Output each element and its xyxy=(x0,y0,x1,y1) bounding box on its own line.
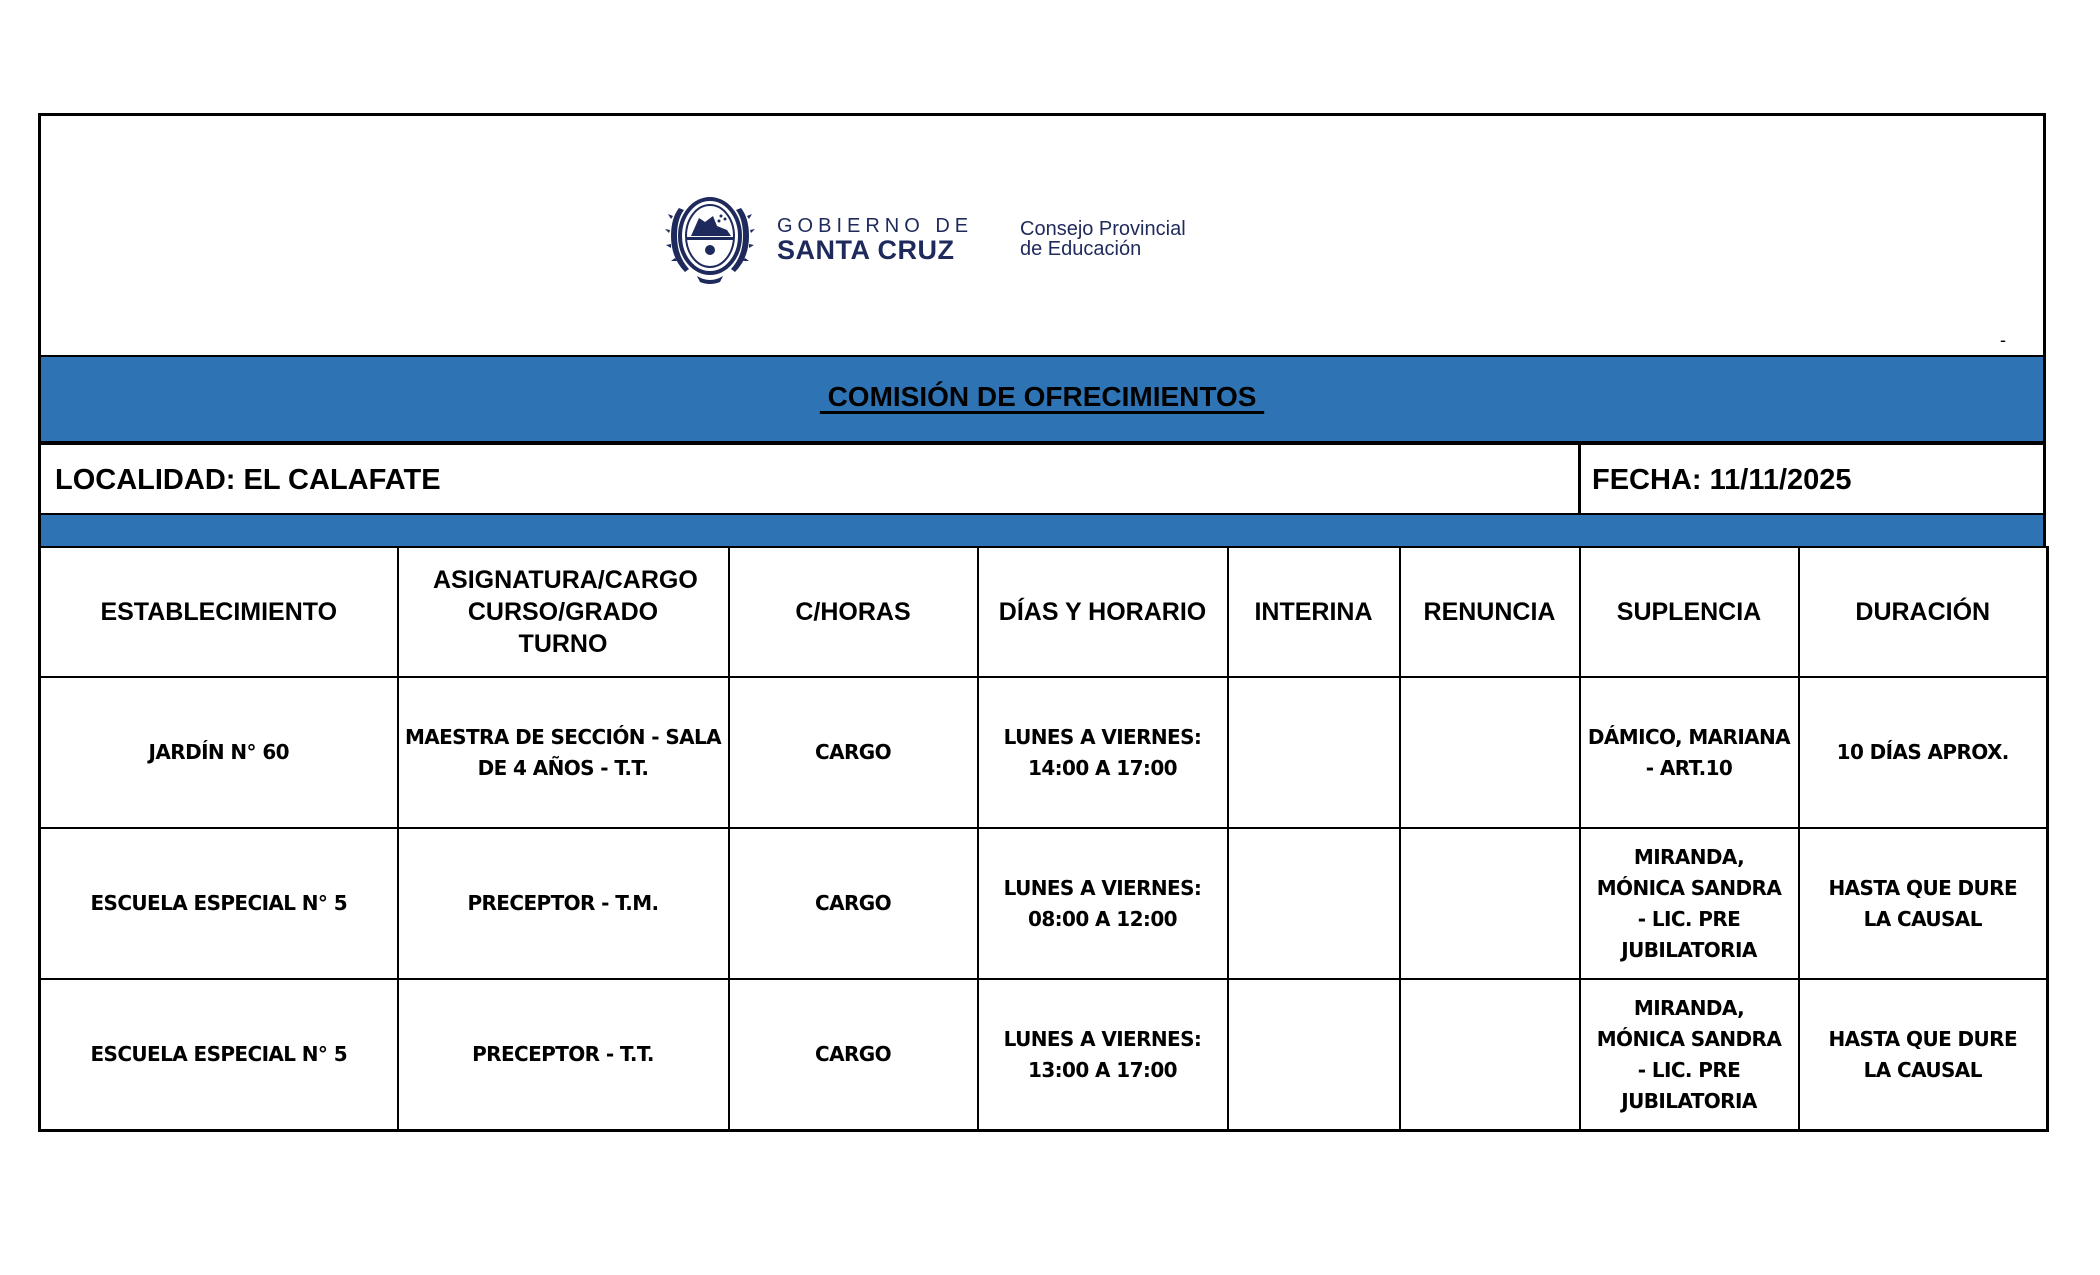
cell-duracion-text: HASTA QUE DURE LA CAUSAL xyxy=(1828,875,2018,931)
column-header-renuncia: RENUNCIA xyxy=(1400,547,1580,677)
page-title-text: COMISIÓN DE OFRECIMIENTOS xyxy=(819,381,1265,412)
cell-duracion xyxy=(1799,979,2048,1131)
government-logo xyxy=(665,188,1225,288)
cell-interina xyxy=(1228,828,1400,979)
cell-horario-text: LUNES A VIERNES: 13:00 A 17:00 xyxy=(1003,1026,1202,1082)
cell-interina xyxy=(1228,979,1400,1131)
government-name-line2: SANTA CRUZ xyxy=(777,235,955,265)
corner-mark: - xyxy=(2000,330,2006,350)
cell-horario-text: LUNES A VIERNES: 08:00 A 12:00 xyxy=(1003,875,1202,931)
table-row xyxy=(40,979,2048,1131)
cell-renuncia xyxy=(1400,979,1580,1131)
cell-horario xyxy=(978,979,1228,1131)
cell-duracion xyxy=(1799,828,2048,979)
column-header-establecimiento: ESTABLECIMIENTO xyxy=(40,547,398,677)
table-row xyxy=(40,828,2048,979)
cell-duracion: 10 DÍAS APROX. xyxy=(1799,677,2048,828)
council-name-line2: de Educación xyxy=(1020,238,1142,260)
cell-horas: CARGO xyxy=(729,979,978,1131)
cell-suplencia xyxy=(1580,828,1799,979)
separator-band xyxy=(38,515,2046,547)
column-header-asignatura-text: ASIGNATURA/CARGO CURSO/GRADO TURNO xyxy=(433,566,705,658)
cell-horario xyxy=(978,677,1228,828)
cell-asignatura: PRECEPTOR - T.T. xyxy=(398,979,729,1131)
cell-suplencia-text: MIRANDA, MÓNICA SANDRA - LIC. PRE JUBILATORIA xyxy=(1596,844,1782,962)
column-header-horas: C/HORAS xyxy=(729,547,978,677)
cell-establecimiento: ESCUELA ESPECIAL N° 5 xyxy=(40,979,398,1131)
cell-horario-text: LUNES A VIERNES: 14:00 A 17:00 xyxy=(1003,724,1202,780)
cell-establecimiento: ESCUELA ESPECIAL N° 5 xyxy=(40,828,398,979)
cell-renuncia xyxy=(1400,828,1580,979)
info-row xyxy=(38,441,2046,517)
localidad-label: LOCALIDAD: EL CALAFATE xyxy=(55,464,441,496)
fecha-label: FECHA: 11/11/2025 xyxy=(1592,464,1852,496)
cell-horas: CARGO xyxy=(729,677,978,828)
fecha-cell xyxy=(1578,445,2046,513)
column-header-horario: DÍAS Y HORARIO xyxy=(978,547,1228,677)
cell-asignatura: MAESTRA DE SECCIÓN - SALA DE 4 AÑOS - T.T. xyxy=(398,677,729,828)
cell-suplencia: DÁMICO, MARIANA - ART.10 xyxy=(1580,677,1799,828)
cell-suplencia-text: MIRANDA, MÓNICA SANDRA - LIC. PRE JUBILATORIA xyxy=(1596,995,1782,1113)
province-crest-icon xyxy=(665,188,755,288)
title-band xyxy=(38,357,2046,443)
cell-interina xyxy=(1228,677,1400,828)
table-row xyxy=(40,677,2048,828)
column-header-asignatura xyxy=(398,547,729,677)
council-name-line1: Consejo Provincial xyxy=(1020,218,1186,240)
cell-asignatura: PRECEPTOR - T.M. xyxy=(398,828,729,979)
cell-suplencia xyxy=(1580,979,1799,1131)
government-name-line1: GOBIERNO DE xyxy=(777,215,974,237)
column-header-suplencia: SUPLENCIA xyxy=(1580,547,1799,677)
cell-horas: CARGO xyxy=(729,828,978,979)
table-header-row xyxy=(40,547,2048,677)
offers-table xyxy=(38,546,2049,1132)
cell-horario xyxy=(978,828,1228,979)
column-header-duracion: DURACIÓN xyxy=(1799,547,2048,677)
cell-duracion-text: HASTA QUE DURE LA CAUSAL xyxy=(1828,1026,2018,1082)
column-header-interina: INTERINA xyxy=(1228,547,1400,677)
page-title xyxy=(41,381,2043,413)
cell-renuncia xyxy=(1400,677,1580,828)
cell-establecimiento: JARDÍN N° 60 xyxy=(40,677,398,828)
